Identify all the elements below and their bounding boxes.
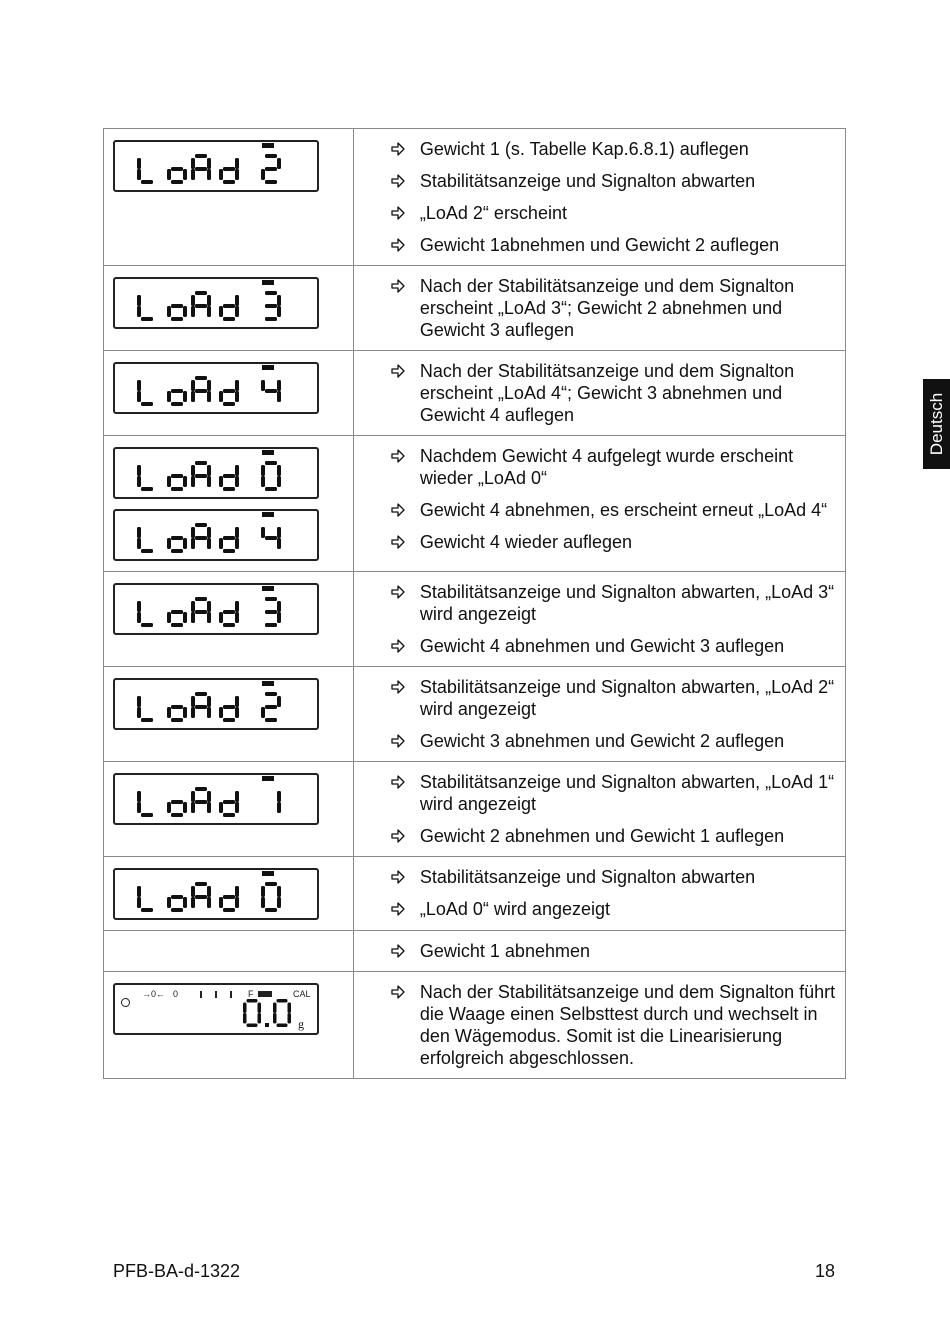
arrow-right-icon	[390, 981, 406, 1003]
step-text: Nach der Stabilitätsanzeige und dem Signalton erscheint „LoAd 3“; Gewicht 2 abnehmen und Gewicht 3 auflegen	[419, 276, 795, 340]
lcd-segments	[115, 142, 317, 190]
lcd-segments	[115, 279, 317, 327]
step-item	[420, 898, 837, 920]
display-cell	[104, 129, 354, 266]
instruction-cell	[353, 436, 845, 572]
zero-indicator: →0←	[142, 989, 166, 999]
procedure-table	[103, 128, 846, 1079]
display-cell	[104, 972, 354, 1079]
step-item	[420, 170, 837, 192]
instruction-cell	[353, 857, 845, 931]
step-text: Stabilitätsanzeige und Signalton abwarten, „LoAd 3“ wird angezeigt	[419, 582, 835, 624]
step-item	[420, 771, 837, 815]
step-item	[420, 981, 837, 1069]
arrow-right-icon	[390, 445, 406, 467]
lcd-segments	[115, 364, 317, 412]
arrow-right-icon	[390, 531, 406, 553]
step-text: Gewicht 4 abnehmen und Gewicht 3 auflegen	[419, 636, 785, 656]
cal-indicator: CAL	[293, 989, 311, 999]
indicator-zero: 0	[173, 989, 179, 999]
lcd-segments	[115, 585, 317, 633]
step-item	[420, 360, 837, 426]
lcd-segments	[115, 775, 317, 823]
footer-doc-id: PFB-BA-d-1322	[113, 1261, 241, 1281]
instruction-cell	[353, 972, 845, 1079]
step-item	[420, 275, 837, 341]
step-list	[354, 129, 845, 265]
table-row	[104, 857, 846, 931]
lcd-display	[113, 447, 319, 499]
step-item	[420, 825, 837, 847]
lcd-display	[113, 583, 319, 635]
step-text: Stabilitätsanzeige und Signalton abwarten, „LoAd 2“ wird angezeigt	[419, 677, 835, 719]
step-list	[354, 572, 845, 666]
language-tab-label: Deutsch	[926, 392, 946, 456]
table-row	[104, 667, 846, 762]
arrow-right-icon	[390, 825, 406, 847]
arrow-right-icon	[390, 234, 406, 256]
lcd-weighing-display	[113, 983, 319, 1035]
step-list	[354, 667, 845, 761]
lcd-display	[113, 868, 319, 920]
arrow-right-icon	[390, 866, 406, 888]
step-text: Gewicht 1abnehmen und Gewicht 2 auflegen	[419, 235, 780, 255]
instruction-cell	[353, 266, 845, 351]
table-row	[104, 129, 846, 266]
arrow-right-icon	[390, 202, 406, 224]
step-text: Gewicht 4 abnehmen, es erscheint erneut „LoAd 4“	[419, 500, 828, 520]
footer-page-number: 18	[815, 1261, 836, 1281]
step-item	[420, 234, 837, 256]
lcd-segments	[115, 511, 317, 559]
step-item	[420, 676, 837, 720]
display-cell	[104, 351, 354, 436]
arrow-right-icon	[390, 940, 406, 962]
unit-label: g	[298, 1017, 304, 1031]
step-list	[354, 857, 845, 929]
step-text: Stabilitätsanzeige und Signalton abwarten	[419, 171, 756, 191]
arrow-right-icon	[390, 676, 406, 698]
arrow-right-icon	[390, 499, 406, 521]
step-item	[420, 581, 837, 625]
step-text: Gewicht 4 wieder auflegen	[419, 532, 633, 552]
step-text: „LoAd 0“ wird angezeigt	[419, 899, 610, 919]
table-row	[104, 972, 846, 1079]
instruction-cell	[353, 931, 845, 972]
step-list	[354, 351, 845, 435]
step-text: Nach der Stabilitätsanzeige und dem Signalton führt die Waage einen Selbsttest durch und wechselt in den Wägemodus. Somit ist die Linearisierung erfolgreich abgeschlossen.	[419, 982, 836, 1068]
lcd-segments	[115, 449, 317, 497]
step-item	[420, 202, 837, 224]
step-list	[354, 436, 845, 562]
display-cell	[104, 266, 354, 351]
language-tab	[923, 379, 950, 469]
arrow-right-icon	[390, 730, 406, 752]
lcd-display	[113, 362, 319, 414]
arrow-right-icon	[390, 275, 406, 297]
arrow-right-icon	[390, 138, 406, 160]
instruction-cell	[353, 351, 845, 436]
step-list	[354, 266, 845, 350]
f-indicator: F	[248, 989, 254, 999]
instruction-cell	[353, 762, 845, 857]
step-item	[420, 138, 837, 160]
display-cell	[104, 931, 354, 972]
lcd-display	[113, 140, 319, 192]
instruction-cell	[353, 667, 845, 762]
step-item	[420, 940, 837, 962]
step-text: Gewicht 3 abnehmen und Gewicht 2 auflegen	[419, 731, 785, 751]
table-row	[104, 266, 846, 351]
display-cell	[104, 572, 354, 667]
lcd-display	[113, 773, 319, 825]
arrow-right-icon	[390, 771, 406, 793]
display-cell	[104, 857, 354, 931]
arrow-right-icon	[390, 360, 406, 382]
step-text: Stabilitätsanzeige und Signalton abwarten	[419, 867, 756, 887]
arrow-right-icon	[390, 898, 406, 920]
step-item	[420, 635, 837, 657]
arrow-right-icon	[390, 635, 406, 657]
lcd-display	[113, 678, 319, 730]
lcd-segments	[115, 870, 317, 918]
step-list	[354, 972, 845, 1078]
step-text: Nach der Stabilitätsanzeige und dem Signalton erscheint „LoAd 4“; Gewicht 3 abnehmen und Gewicht 4 auflegen	[419, 361, 795, 425]
step-item	[420, 499, 837, 521]
step-text: Gewicht 2 abnehmen und Gewicht 1 auflegen	[419, 826, 785, 846]
step-text: „LoAd 2“ erscheint	[419, 203, 567, 223]
table-row	[104, 762, 846, 857]
step-item	[420, 730, 837, 752]
step-text: Gewicht 1 (s. Tabelle Kap.6.8.1) auflegen	[419, 139, 749, 159]
step-list	[354, 762, 845, 856]
display-cell	[104, 762, 354, 857]
table-row	[104, 931, 846, 972]
step-text: Gewicht 1 abnehmen	[419, 941, 590, 961]
step-text: Stabilitätsanzeige und Signalton abwarten, „LoAd 1“ wird angezeigt	[419, 772, 835, 814]
table-row	[104, 351, 846, 436]
step-list	[354, 931, 845, 971]
lcd-display	[113, 509, 319, 561]
table-row	[104, 572, 846, 667]
table-row	[104, 436, 846, 572]
display-cell	[104, 667, 354, 762]
step-item	[420, 531, 837, 553]
weight-reading-segments	[115, 985, 317, 1033]
arrow-right-icon	[390, 581, 406, 603]
lcd-display	[113, 277, 319, 329]
step-item	[420, 445, 837, 489]
display-cell	[104, 436, 354, 572]
lcd-segments	[115, 680, 317, 728]
arrow-right-icon	[390, 170, 406, 192]
instruction-cell	[353, 129, 845, 266]
step-item	[420, 866, 837, 888]
instruction-cell	[353, 572, 845, 667]
step-text: Nachdem Gewicht 4 aufgelegt wurde erscheint wieder „LoAd 0“	[419, 446, 794, 488]
